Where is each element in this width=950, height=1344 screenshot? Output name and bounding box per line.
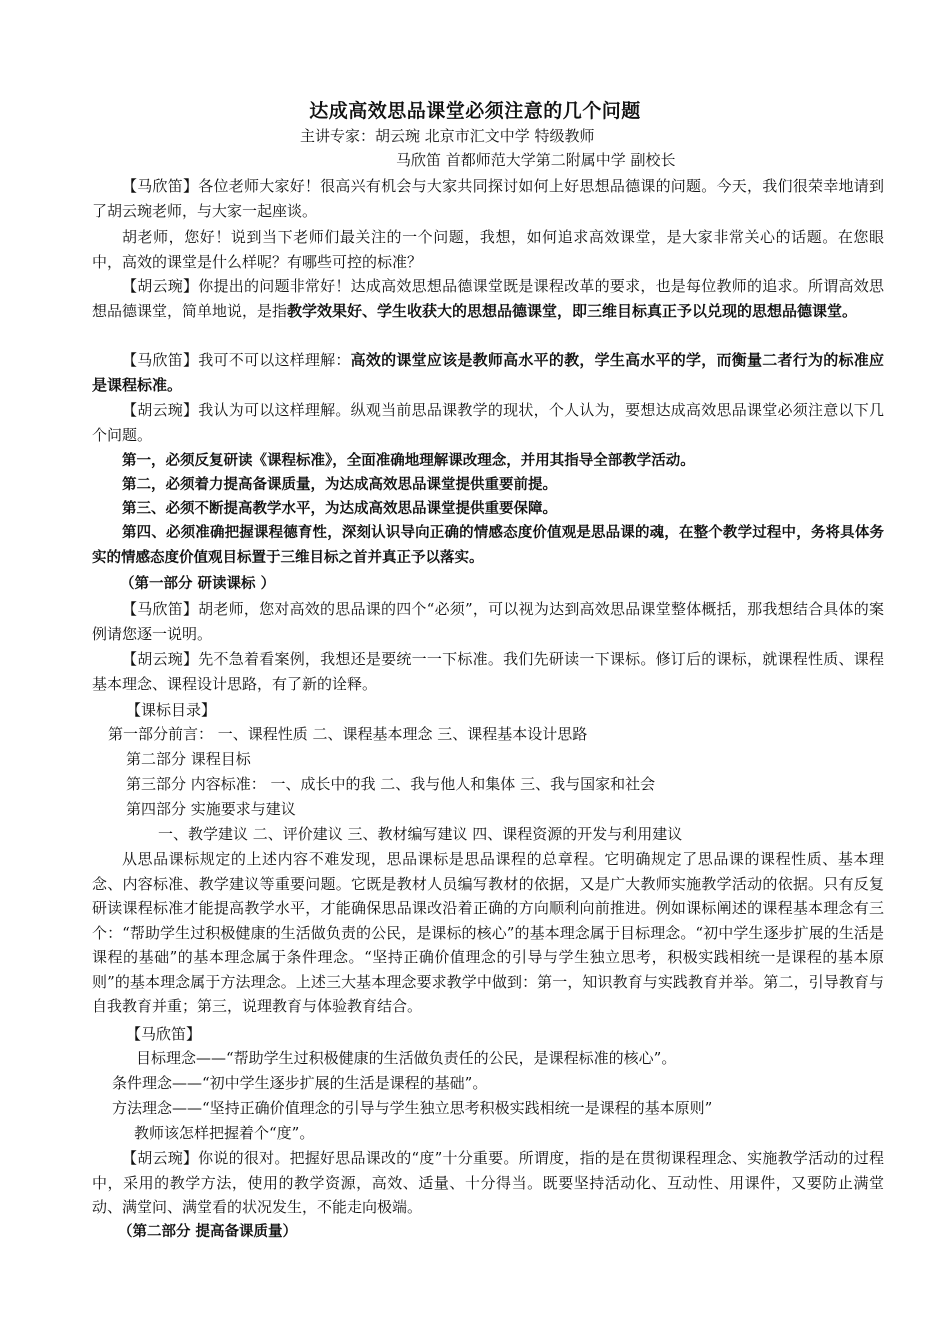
paragraph-4-text: 【马欣笛】我可不可以这样理解：: [122, 351, 351, 369]
quote-question: 教师该怎样把握着个“度”。: [134, 1124, 315, 1142]
paragraph-5: 【胡云琬】我认为可以这样理解。纵观当前思品课教学的现状，个人认为，要想达成高效思品课堂必须注意以下几个问题。: [92, 401, 884, 444]
point-4: 第四、必须准确把握课程德育性，深刻认识导向正确的情感态度价值观是思品课的魂，在整个教学过程中，务将具体务实的情感态度价值观目标置于三维目标之首并真正予以落实。: [92, 525, 884, 566]
paragraph-3-text: 【胡云琬】你提出的问题非常好！达成高效思想品德课堂既是课程改革的要求，也是每位教师的追求。所谓高效思想品德课堂，简单地说，是指: [92, 277, 884, 320]
catalog-item-3: 第三部分 内容标准： 一、成长中的我 二、我与他人和集体 三、我与国家和社会: [126, 775, 656, 793]
paragraph-2: 胡老师，您好！说到当下老师们最关注的一个问题，我想，如何追求高效课堂，是大家非常关心的话题。在您眼中，高效的课堂是什么样呢？有哪些可控的标准？: [92, 228, 884, 271]
paragraph-4-bold: 高效的课堂应该是教师高水平的教，学生高水平的学，而衡量二者行为的标准应是课程标准。: [92, 351, 884, 394]
paragraph-8: 从思品课标规定的上述内容不难发现，思品课标是思品课程的总章程。它明确规定了思品课的课程性质、基本理念、内容标准、教学建议等重要问题。它既是教材人员编写教材的依据，又是广大教师实施教学活动的依据。只有反复研读课程标准才能提高教学水平，才能确保思品课改沿着正确的方向顺利向前推进。例如课标阐述的课程基本理念有三个：“帮助学生过积极健康的生活做负责的公民，是课标的核心”的基本理念属于目标理念。“初中学生逐步扩展的生活是课程的基础”的基本理念属于条件理念。“坚持正确价值理念的引导与学生独立思考，积极实践相统一是课程的基本原则”的基本理念属于方法理念。上述三大基本理念要求教学中做到：第一，知识教育与实践教育并举。第二，引导教育与自我教育并重；第三，说理教育与体验教育结合。: [92, 850, 884, 1015]
speaker-ma: 【马欣笛】: [126, 1025, 202, 1043]
point-3: 第三、必须不断提高教学水平，为达成高效思品课堂提供重要保障。: [122, 501, 557, 517]
paragraph-1: 【马欣笛】各位老师大家好！很高兴有机会与大家共同探讨如何上好思想品德课的问题。今天，我们很荣幸地请到了胡云琬老师，与大家一起座谈。: [92, 177, 884, 220]
expert-line-2: 马欣笛 首都师范大学第二附属中学 副校长: [396, 151, 676, 169]
quote-condition: 条件理念——“初中学生逐步扩展的生活是课程的基础”。: [112, 1074, 488, 1092]
part-1-heading: （第一部分 研读课标 ）: [120, 576, 276, 592]
paragraph-7: 【胡云琬】先不急着看案例，我想还是要统一一下标准。我们先研读一下课标。修订后的课标，就课程性质、课程基本理念、课程设计思路，有了新的诠释。: [92, 650, 884, 693]
part-2-heading: （第二部分 提高备课质量）: [118, 1224, 298, 1240]
paragraph-6: 【马欣笛】胡老师，您对高效的思品课的四个“必须”，可以视为达到高效思品课堂整体概括，那我想结合具体的案例请您逐一说明。: [92, 600, 884, 643]
expert-line-1: 主讲专家：胡云琬 北京市汇文中学 特级教师: [300, 127, 595, 145]
catalog-item-4: 第四部分 实施要求与建议: [126, 800, 296, 818]
catalog-title: 【课标目录】: [126, 701, 217, 719]
paragraph-9: 【胡云琬】你说的很对。把握好思品课改的“度”十分重要。所谓度，指的是在贯彻课程理念、实施教学活动的过程中，采用的教学方法，使用的教学资源，高效、适量、十分得当。既要坚持活动化、互动性、用课件，又要防止满堂动、满堂问、满堂看的状况发生，不能走向极端。: [92, 1149, 884, 1216]
point-2: 第二，必须着力提高备课质量，为达成高效思品课堂提供重要前提。: [122, 477, 557, 493]
paragraph-3: [92, 274, 884, 323]
paragraph-4: [92, 348, 884, 397]
quote-goal: 目标理念——“帮助学生过积极健康的生活做负责任的公民，是课程标准的核心”。: [136, 1049, 677, 1067]
paragraph-3-bold: 教学效果好、学生收获大的思想品德课堂，即三维目标真正予以兑现的思想品德课堂。: [287, 301, 858, 320]
catalog-item-2: 第二部分 课程目标: [126, 750, 251, 768]
point-1: 第一，必须反复研读《课程标准》，全面准确地理解课改理念，并用其指导全部教学活动。: [122, 453, 695, 469]
document-title: 达成高效思品课堂必须注意的几个问题: [309, 100, 641, 122]
catalog-item-1: 第一部分前言： 一、课程性质 二、课程基本理念 三、课程基本设计思路: [108, 725, 588, 743]
quote-method: 方法理念——“坚持正确价值理念的引导与学生独立思考积极实践相统一是课程的基本原则”: [112, 1099, 713, 1117]
catalog-item-5: 一、教学建议 二、评价建议 三、教材编写建议 四、课程资源的开发与利用建议: [158, 825, 683, 843]
